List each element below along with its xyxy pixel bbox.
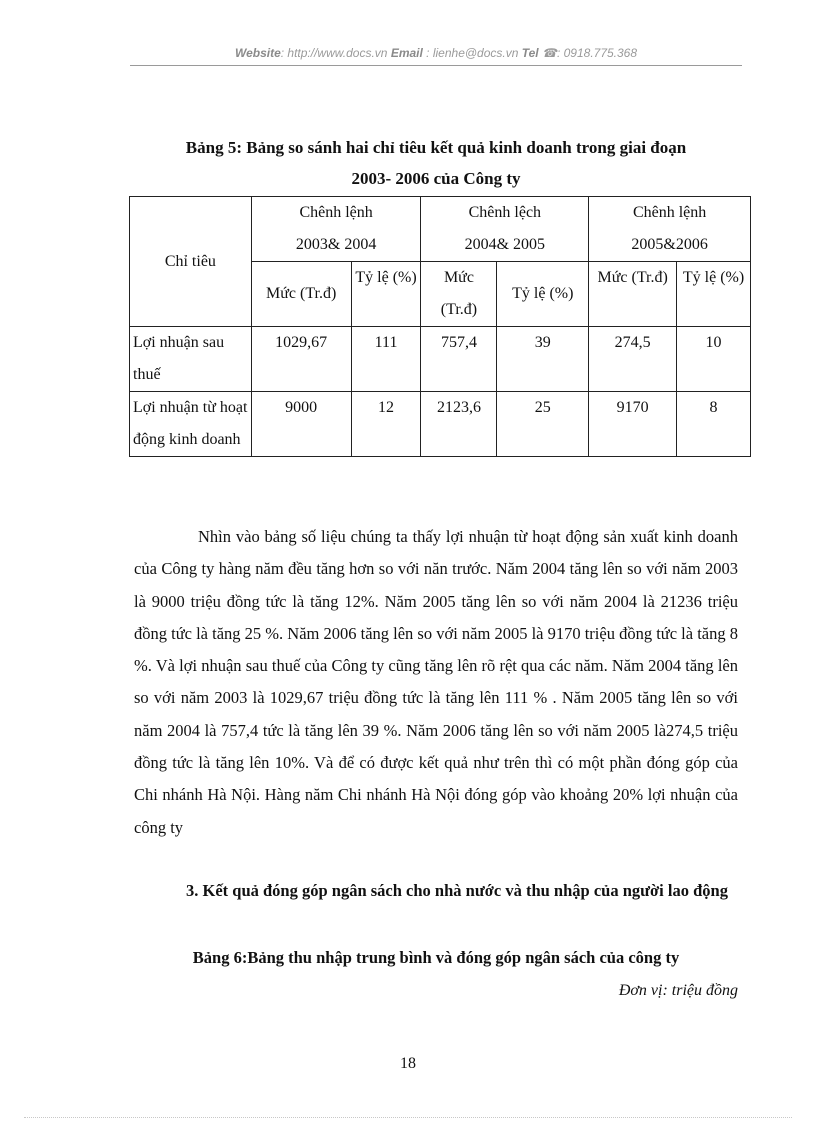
header-level-2: Mức (Tr.đ) [421, 262, 497, 327]
table-cell: 10 [677, 327, 751, 392]
header-rate-3: Tỷ lệ (%) [677, 262, 751, 327]
unit-note: Đơn vị: triệu đồng [618, 982, 738, 999]
header-group-3: Chênh lệnh 2005&2006 [589, 197, 751, 262]
tel-label: Tel [521, 46, 539, 60]
website-label: Website [234, 46, 281, 60]
table-cell: 274,5 [589, 327, 677, 392]
comparison-table [129, 196, 751, 457]
header-divider [130, 65, 742, 66]
table-header-row [130, 197, 751, 262]
table-cell: 8 [677, 392, 751, 457]
header-rate-2: Tỷ lệ (%) [497, 262, 589, 327]
table-cell: 9170 [589, 392, 677, 457]
table-cell: 2123,6 [421, 392, 497, 457]
header-rate-1: Tỷ lệ (%) [351, 262, 421, 327]
header-group-1: Chênh lệnh 2003& 2004 [251, 197, 421, 262]
row-label: Lợi nhuận từ hoạt động kinh doanh [130, 392, 252, 457]
analysis-paragraph: Nhìn vào bảng số liệu chúng ta thấy lợi nhuận từ hoạt động sản xuất kinh doanh của Công ty hàng năm đều tăng hơn so với năn trước. Năm 2004 tăng lên so với năm 2003 là 9000 triệu đồng tức là tăng 12%. Năm 2005 tăng lên so với năm 2004 là 21236 triệu đồng tức là tăng 25 %. Năm 2006 tăng lên so với năm 2005 là 9170 triệu đồng tức là tăng 8 %. Và lợi nhuận sau thuế của Công ty cũng tăng lên rõ rệt qua các năm. Năm 2004 tăng lên so với năm 2003 là 1029,67 triệu đồng tức là tăng lên 111 % . Năm 2005 tăng lên so với năm 2004 là 757,4 tức là tăng lên 39 %. Năm 2006 tăng lên so với năm 2005 là274,5 triệu đồng tức là tăng lên 10%. Và để có được kết quả như trên thì có một phần đóng góp của Chi nhánh Hà Nội. Hàng năm Chi nhánh Hà Nội đóng góp vào khoảng 20% lợi nhuận của công ty [134, 527, 738, 837]
table-cell: 39 [497, 327, 589, 392]
section-heading: 3. Kết quả đóng góp ngân sách cho nhà nước và thu nhập của người lao động [186, 881, 728, 900]
table-cell: 1029,67 [251, 327, 351, 392]
email-value: : lienhe@docs.vn [426, 46, 519, 60]
tel-value: : 0918.775.368 [556, 46, 638, 60]
page-header [130, 46, 742, 60]
table-row [130, 392, 751, 457]
footer-divider [24, 1117, 792, 1118]
table6-title: Bảng 6:Bảng thu nhập trung bình và đóng góp ngân sách của công ty [192, 948, 680, 967]
page-number: 18 [400, 1055, 416, 1072]
table5-title-line1: Bảng 5: Bảng so sánh hai chỉ tiêu kết quả kinh doanh trong giai đoạn [185, 138, 687, 157]
phone-icon: ☎ [542, 46, 557, 60]
header-level-1: Mức (Tr.đ) [251, 262, 351, 327]
email-label: Email [390, 46, 423, 60]
website-value: : http://www.docs.vn [280, 46, 388, 60]
header-indicator: Chỉ tiêu [130, 197, 252, 327]
table5-title-line2: 2003- 2006 của Công ty [351, 169, 521, 188]
table-row [130, 327, 751, 392]
header-level-3: Mức (Tr.đ) [589, 262, 677, 327]
table-cell: 25 [497, 392, 589, 457]
table-cell: 12 [351, 392, 421, 457]
table5-title [130, 132, 742, 194]
table-cell: 757,4 [421, 327, 497, 392]
table-cell: 9000 [251, 392, 351, 457]
table-cell: 111 [351, 327, 421, 392]
row-label: Lợi nhuận sau thuế [130, 327, 252, 392]
header-group-2: Chênh lệch 2004& 2005 [421, 197, 589, 262]
